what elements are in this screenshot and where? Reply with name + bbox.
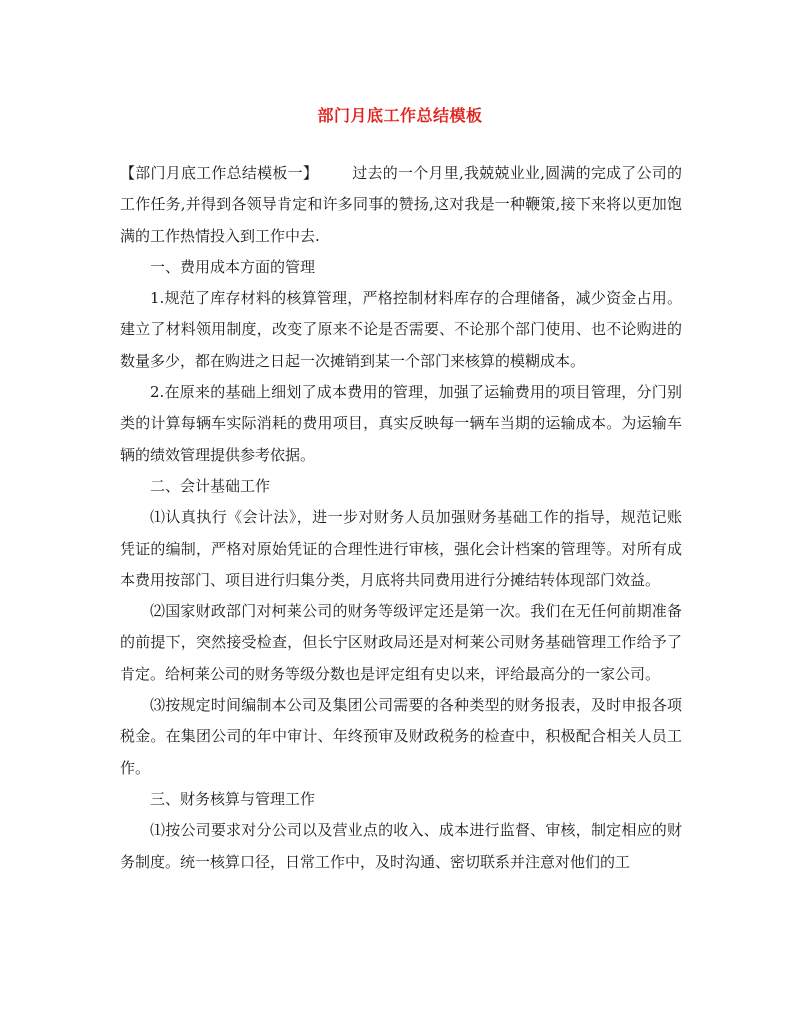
body-paragraph: ⑴按公司要求对分公司以及营业点的收入、成本进行监督、审核，制定相应的财务制度。统一核算口径，日常工作中，及时沟通、密切联系并注意对他们的工 [120, 821, 682, 871]
body-paragraph: ⑶按规定时间编制本公司及集团公司需要的各种类型的财务报表，及时申报各项税金。在集团公司的年中审计、年终预审及财政税务的检查中，积极配合相关人员工作。 [120, 696, 682, 777]
intro-paragraph [120, 158, 682, 252]
intro-label: 【部门月底工作总结模板一】 [120, 164, 319, 182]
section-heading: 一、费用成本方面的管理 [150, 257, 316, 276]
document-body [120, 158, 682, 878]
body-paragraph: 2.在原来的基础上细划了成本费用的管理，加强了运输费用的项目管理，分门别类的计算每辆车实际消耗的费用项目，真实反映每一辆车当期的运输成本。为运输车辆的绩效管理提供参考依据。 [120, 383, 682, 464]
body-paragraph: ⑴认真执行《会计法》，进一步对财务人员加强财务基础工作的指导，规范记账凭证的编制，严格对原始凭证的合理性进行审核，强化会计档案的管理等。对所有成本费用按部门、项目进行归集分类，月底将共同费用进行分摊结转体现部门效益。 [120, 508, 682, 589]
body-paragraph: ⑵国家财政部门对柯莱公司的财务等级评定还是第一次。我们在无任何前期准备的前提下，突然接受检查，但长宁区财政局还是对柯莱公司财务基础管理工作给予了肯定。给柯莱公司的财务等级分数也是评定组有史以来，评给最高分的一家公司。 [120, 602, 682, 683]
section-heading: 三、财务核算与管理工作 [150, 789, 316, 808]
document-title: 部门月底工作总结模板 [317, 106, 483, 125]
body-paragraph: 1.规范了库存材料的核算管理，严格控制材料库存的合理储备，减少资金占用。建立了材料领用制度，改变了原来不论是否需要、不论那个部门使用、也不论购进的数量多少，都在购进之日起一次摊销到某一个部门来核算的模糊成本。 [120, 289, 682, 370]
section-heading: 二、会计基础工作 [150, 476, 271, 495]
intro-text: 过去的一个月里,我兢兢业业,圆满的完成了公司的工作任务,并得到各领导肯定和许多同事的赞扬,这对我是一种鞭策,接下来将以更加饱满的工作热情投入到工作中去. [120, 164, 682, 245]
